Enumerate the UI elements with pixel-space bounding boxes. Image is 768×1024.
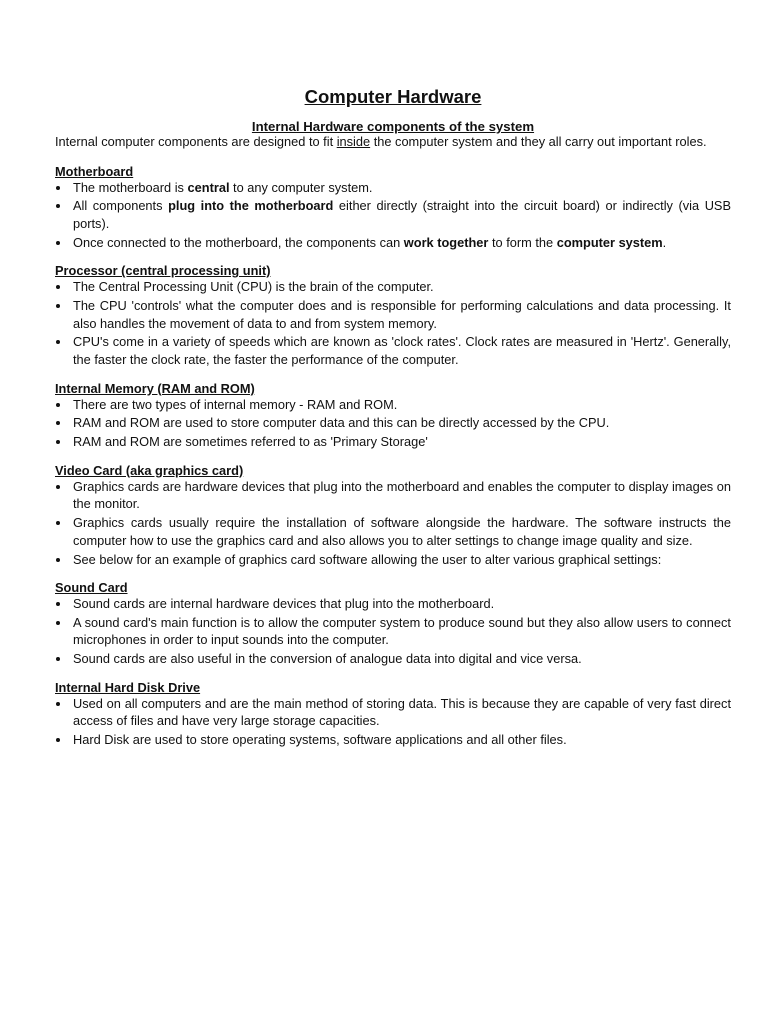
text-run: The motherboard is (73, 179, 188, 195)
section-motherboard (55, 164, 731, 252)
section-internal-memory (55, 381, 731, 451)
section-heading: Internal Memory (RAM and ROM) (55, 380, 255, 396)
section-heading: Sound Card (55, 580, 128, 596)
list-item: Graphics cards are hardware devices that plug into the motherboard and enables the computer to display images on the monitor. (55, 478, 731, 513)
list-item: CPU's come in a variety of speeds which are known as 'clock rates'. Clock rates are measured in 'Hertz'. Generally, the faster the clock rate, the faster the performance of the computer. (55, 333, 731, 368)
bold-text: central (187, 179, 230, 195)
list-item: See below for an example of graphics card software allowing the user to alter various graphical settings: (55, 551, 731, 569)
text-run: either directly (straight into the circuit board) or indirectly (via USB ports). (73, 198, 732, 231)
page-title: Computer Hardware (304, 86, 482, 107)
list-item: The Central Processing Unit (CPU) is the brain of the computer. (55, 278, 731, 296)
section-heading: Video Card (aka graphics card) (55, 462, 244, 478)
list-item: RAM and ROM are used to store computer data and this can be directly accessed by the CPU. (55, 414, 731, 432)
text-run: All components (73, 198, 169, 214)
intro-text-start: Internal computer components are designed to fit (55, 134, 337, 149)
section-heading: Motherboard (55, 163, 134, 179)
bullet-list (55, 396, 731, 451)
bullet-list (55, 595, 731, 668)
list-item (55, 197, 731, 232)
bullet-list (55, 278, 731, 368)
text-run: to any computer system. (229, 179, 373, 195)
intro-text-end: the computer system and they all carry out important roles. (370, 134, 707, 149)
list-item: The CPU 'controls' what the computer does and is responsible for performing calculations and data processing. It also handles the movement of data to and from system memory. (55, 297, 731, 332)
text-run: to form the (488, 234, 557, 250)
bullet-list (55, 179, 731, 252)
list-item: A sound card's main function is to allow the computer system to produce sound but they also allow users to connect microphones in order to input sounds into the computer. (55, 614, 731, 649)
list-item: RAM and ROM are sometimes referred to as 'Primary Storage' (55, 433, 731, 451)
section-processor (55, 263, 731, 368)
page-subtitle: Internal Hardware components of the system (251, 119, 535, 134)
intro-paragraph (55, 134, 731, 150)
section-heading: Processor (central processing unit) (55, 263, 271, 279)
list-item: There are two types of internal memory - RAM and ROM. (55, 396, 731, 414)
list-item: Used on all computers and are the main method of storing data. This is because they are capable of very fast direct access of files and have very large storage capacities. (55, 695, 731, 730)
section-hard-disk-drive (55, 680, 731, 749)
bullet-list (55, 695, 731, 749)
list-item: Graphics cards usually require the installation of software alongside the hardware. The software instructs the computer how to use the graphics card and also allows you to alter settings to change image quality and size. (55, 514, 731, 549)
list-item (55, 234, 731, 252)
text-run: Once connected to the motherboard, the components can (73, 234, 404, 250)
list-item (55, 179, 731, 197)
section-video-card (55, 463, 731, 568)
list-item: Sound cards are also useful in the conversion of analogue data into digital and vice versa. (55, 650, 731, 668)
text-run: . (662, 234, 667, 250)
list-item: Hard Disk are used to store operating systems, software applications and all other files. (55, 731, 731, 749)
bold-text: computer system (556, 234, 663, 250)
list-item: Sound cards are internal hardware devices that plug into the motherboard. (55, 595, 731, 613)
intro-underlined-word: inside (336, 134, 371, 149)
bullet-list (55, 478, 731, 568)
section-sound-card (55, 580, 731, 668)
bold-text: work together (403, 234, 489, 250)
section-heading: Internal Hard Disk Drive (55, 679, 201, 695)
bold-text: plug into the motherboard (168, 198, 334, 214)
